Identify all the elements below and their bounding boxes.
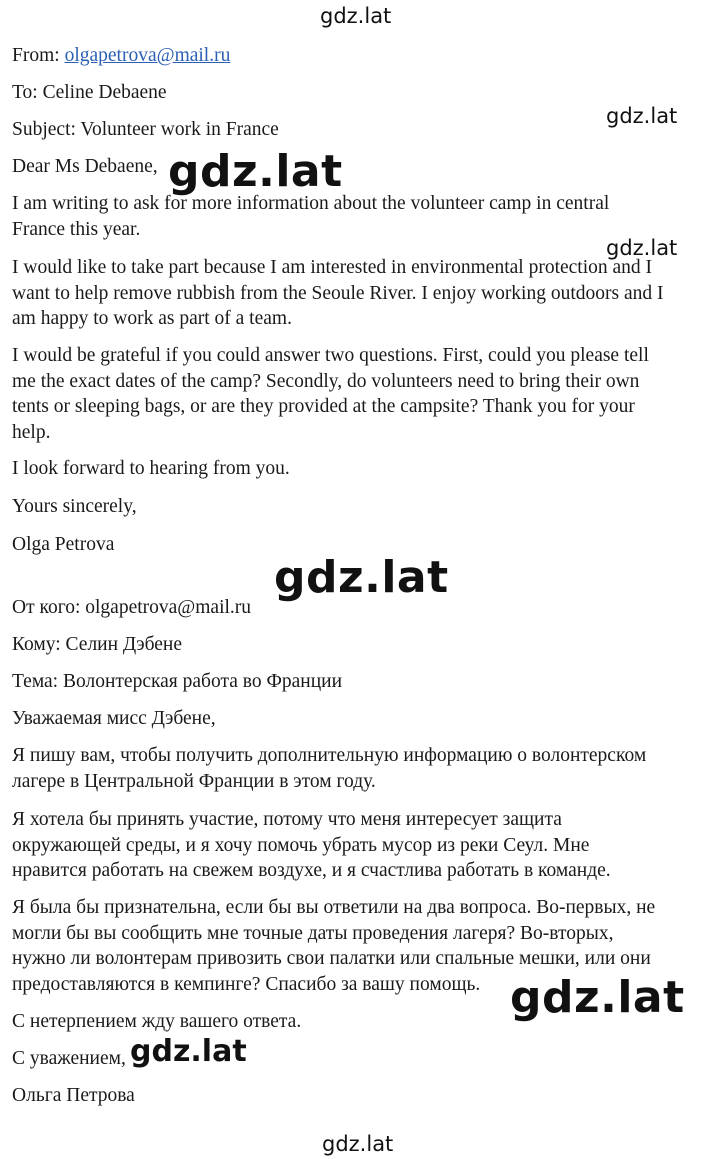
ru-paragraph-1 [12, 743, 708, 794]
en-name: Olga Petrova [12, 534, 115, 555]
en-from-label: From: [12, 45, 65, 66]
text-line: help. [12, 421, 51, 443]
text-line: me the exact dates of the camp? Secondly, do volunteers need to bring their own [12, 370, 640, 392]
ru-paragraph-2 [12, 807, 708, 884]
ru-greeting: Уважаемая мисс Дэбене, [12, 708, 216, 729]
text-line: могли бы вы сообщить мне точные даты проведения лагеря? Во-вторых, [12, 922, 614, 944]
text-line: Я хотела бы принять участие, потому что меня интересует защита [12, 809, 562, 830]
text-line: I am writing to ask for more information about the volunteer camp in central [12, 193, 610, 214]
text-line: нравится работать на свежем воздухе, и я счастлива работать в команде. [12, 860, 611, 881]
text-line: Я пишу вам, чтобы получить дополнительную информацию о волонтерском [12, 745, 647, 766]
text-line: France this year. [12, 218, 141, 240]
watermark-top: gdz.lat [320, 4, 392, 28]
text-line: нужно ли волонтерам привозить свои палатки или спальные мешки, или они [12, 948, 651, 969]
ru-closing: С нетерпением жду вашего ответа. [12, 1011, 302, 1032]
text-line: предоставляются в кемпинге? Спасибо за вашу помощь. [12, 973, 481, 995]
ru-to-line: Кому: Селин Дэбене [12, 634, 182, 655]
en-from-email-link[interactable]: olgapetrova@mail.ru [64, 45, 231, 66]
text-line: am happy to work as part of a team. [12, 308, 292, 329]
en-to-line: To: Celine Debaene [12, 82, 167, 103]
text-line: лагере в Центральной Франции в этом году. [12, 770, 376, 792]
en-signoff: Yours sincerely, [12, 496, 137, 517]
watermark-large-2: gdz.lat [274, 552, 449, 603]
en-greeting: Dear Ms Debaene, [12, 156, 158, 177]
en-from-line [12, 43, 708, 68]
text-line: tents or sleeping bags, or are they provided at the campsite? Thank you for your [12, 396, 635, 417]
en-paragraph-3 [12, 343, 708, 445]
ru-name: Ольга Петрова [12, 1085, 135, 1106]
en-subject-line: Subject: Volunteer work in France [12, 119, 279, 140]
watermark-right-2: gdz.lat [606, 236, 678, 260]
watermark-bottom: gdz.lat [322, 1132, 394, 1156]
watermark-medium: gdz.lat [130, 1034, 247, 1069]
watermark-large-1: gdz.lat [168, 146, 343, 197]
ru-from-line: От кого: olgapetrova@mail.ru [12, 597, 252, 618]
watermark-large-3: gdz.lat [510, 972, 685, 1023]
ru-signoff: С уважением, [12, 1048, 126, 1069]
text-line: окружающей среды, и я хочу помочь убрать мусор из реки Сеул. Мне [12, 834, 590, 856]
text-line: Я была бы признательна, если бы вы ответили на два вопроса. Во-первых, не [12, 897, 656, 918]
ru-subject-line: Тема: Волонтерская работа во Франции [12, 671, 343, 692]
watermark-right-1: gdz.lat [606, 104, 678, 128]
en-paragraph-2 [12, 255, 708, 332]
text-line: I would like to take part because I am interested in environmental protection and I [12, 257, 653, 278]
en-paragraph-1 [12, 191, 708, 242]
text-line: I would be grateful if you could answer two questions. First, could you please tell [12, 345, 649, 366]
text-line: want to help remove rubbish from the Seoule River. I enjoy working outdoors and I [12, 282, 664, 304]
en-closing: I look forward to hearing from you. [12, 458, 290, 479]
